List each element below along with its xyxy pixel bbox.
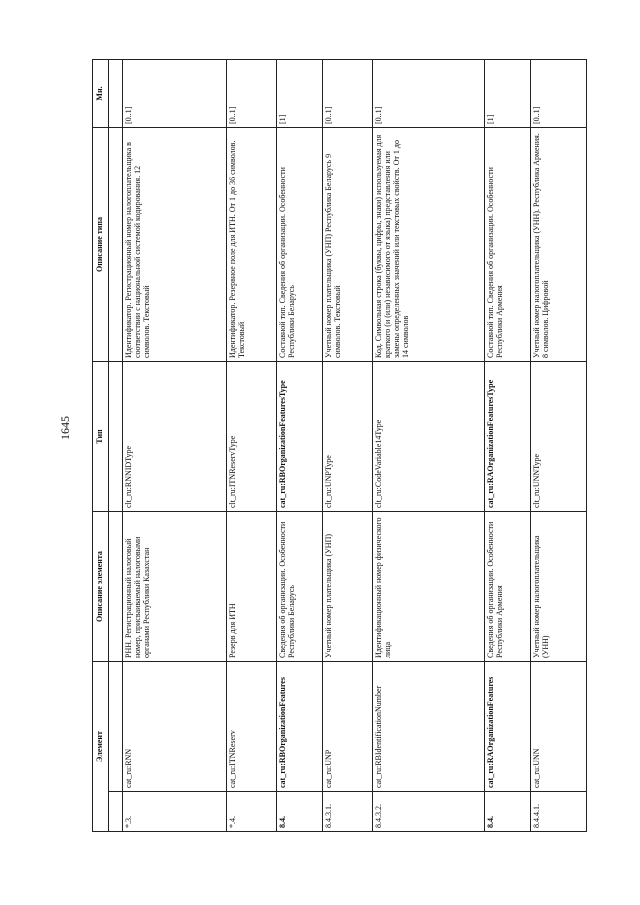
row-code: cat_ru:RAOrganizationFeatures: [484, 662, 530, 792]
header-element: Элемент: [93, 662, 109, 832]
row-code: cat_ru:RBIdentificationNumber: [372, 662, 484, 792]
row-code: cat_ru:RBOrganizationFeatures: [276, 662, 322, 792]
table-row: [530, 60, 586, 832]
header-type-desc: Описание типа: [93, 128, 109, 362]
row-mult: [0..1]: [530, 60, 586, 128]
row-mult: [1]: [276, 60, 322, 128]
row-desc: Сведения об организации. Особенности Республики Армения: [484, 512, 530, 662]
table-row: [226, 60, 276, 832]
row-desc: Сведения об организации. Особенности Республики Беларусь: [276, 512, 322, 662]
header-row: [93, 60, 109, 832]
row-desc: Учетный номер налогоплательщика (УНН): [530, 512, 586, 662]
header-element-desc: Описание элемента: [93, 512, 109, 662]
spec-table: [92, 59, 587, 832]
row-mult: [0..1]: [322, 60, 372, 128]
row-type-desc: Учетный номер плательщика (УНП) Республика Беларусь 9 символов. Текстовый: [322, 128, 372, 362]
row-type-desc: [108, 128, 122, 362]
row-num: *.4.: [226, 792, 276, 832]
row-num: *.3.: [122, 792, 226, 832]
row-code: cat_ru:ITNReserv: [226, 662, 276, 792]
row-num: 8.4.: [484, 792, 530, 832]
row-desc: Идентификационный номер физического лица: [372, 512, 484, 662]
row-type: clt_ru:RNNIDType: [122, 362, 226, 512]
row-type-desc: Идентификатор. Резервное поле для ИТН. От 1 до 36 символов. Текстовый: [226, 128, 276, 362]
row-code: cat_ru:RNN: [122, 662, 226, 792]
row-num: 8.4.3.2.: [372, 792, 484, 832]
row-type: clt_ru:ITNReservType: [226, 362, 276, 512]
row-num: 8.4.4.1.: [530, 792, 586, 832]
row-type: cat_ru:RAOrganizationFeaturesType: [484, 362, 530, 512]
row-code: cat_ru:UNN: [530, 662, 586, 792]
table-row: [484, 60, 530, 832]
row-num: 8.4.3.1.: [322, 792, 372, 832]
row-num: 8.4.: [276, 792, 322, 832]
row-mult: [0..1]: [122, 60, 226, 128]
row-mult: [0..1]: [226, 60, 276, 128]
row-type-desc: Идентификатор. Регистрационный номер налогоплательщика в соответствии с национальной системой кодирования. 12 символов. Текстовый: [122, 128, 226, 362]
row-type-desc: Код. Символьная строка (буквы, цифры, знаки) используемая для краткого (и (или) независимого от языка) представления или замены определенных значений или текстовых свойств. От 1 до 14 символов: [372, 128, 484, 362]
row-desc: [108, 512, 122, 662]
row-desc: Учетный номер плательщика (УНП): [322, 512, 372, 662]
row-type: cat_ru:RBOrganizationFeaturesType: [276, 362, 322, 512]
row-mult: [1]: [484, 60, 530, 128]
header-mult: Мн.: [93, 60, 109, 128]
row-code: cat_ru:UNP: [322, 662, 372, 792]
row-desc: Резерв для ИТН: [226, 512, 276, 662]
row-type-desc: Учетный номер налогоплательщика (УНН). Республика Армения. 8 символов. Цифровой: [530, 128, 586, 362]
page-number: 1645: [58, 416, 72, 440]
row-type: clt_ru:CodeVariable14Type: [372, 362, 484, 512]
rotated-table-wrapper: [92, 60, 587, 832]
row-type-desc: Составной тип. Сведения об организации. Особенности Республики Беларусь: [276, 128, 322, 362]
table-row: [108, 60, 122, 832]
row-mult: [108, 60, 122, 128]
row-num: [108, 792, 122, 832]
row-code: [108, 662, 122, 792]
row-mult: [0..1]: [372, 60, 484, 128]
row-type-desc: Составной тип. Сведения об организации. Особенности Республики Армения: [484, 128, 530, 362]
row-desc: РНН. Регистрационный налоговый номер, присваиваемый налоговыми органами Республики Казахстан: [122, 512, 226, 662]
row-type: [108, 362, 122, 512]
table-row: [122, 60, 226, 832]
table-row: [322, 60, 372, 832]
table-row: [372, 60, 484, 832]
header-type: Тип: [93, 362, 109, 512]
table-row: [276, 60, 322, 832]
row-type: clt_ru:UNPType: [322, 362, 372, 512]
row-type: clt_ru:UNNType: [530, 362, 586, 512]
